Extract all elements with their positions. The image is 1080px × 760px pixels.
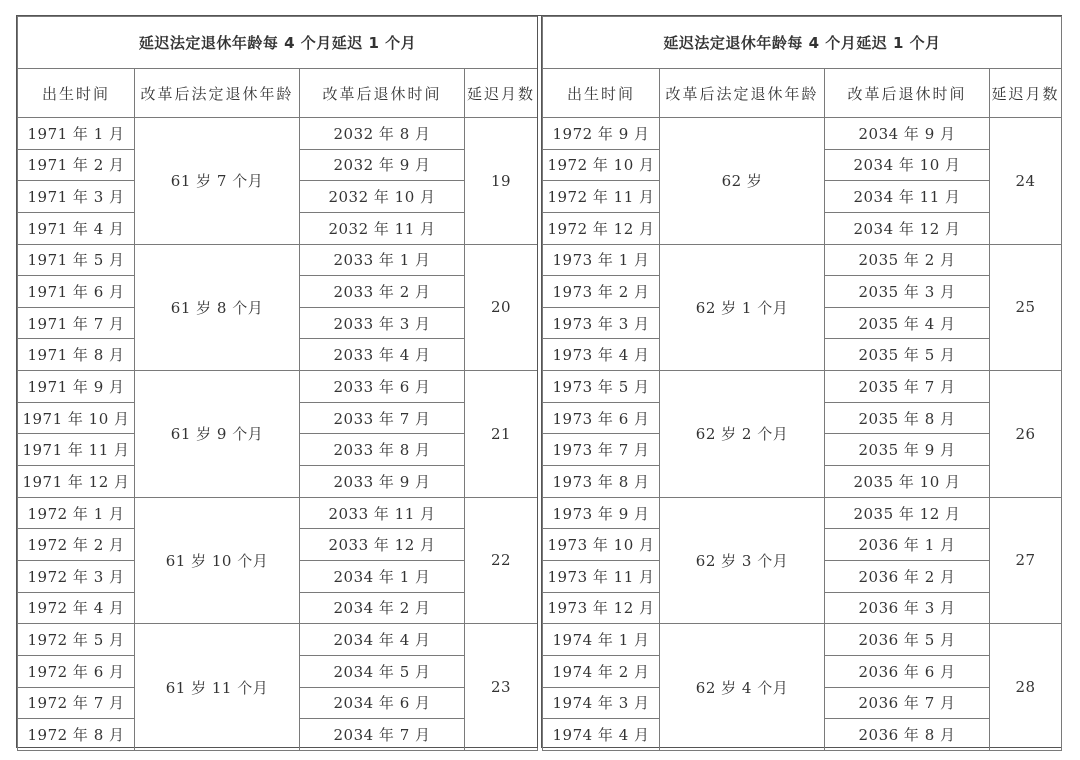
retirement-date-cell: 2033 年 6 月	[300, 371, 465, 403]
retirement-date-cell: 2033 年 7 月	[300, 402, 465, 434]
birth-date-cell: 1973 年 1 月	[543, 244, 660, 276]
retirement-age-cell: 61 岁 11 个月	[135, 624, 300, 751]
retirement-date-cell: 2032 年 11 月	[300, 212, 465, 244]
birth-date-cell: 1972 年 4 月	[18, 592, 135, 624]
birth-date-cell: 1971 年 8 月	[18, 339, 135, 371]
retirement-date-cell: 2034 年 2 月	[300, 592, 465, 624]
birth-date-cell: 1973 年 11 月	[543, 560, 660, 592]
retirement-table-left	[17, 16, 537, 748]
retirement-date-cell: 2034 年 4 月	[300, 624, 465, 656]
birth-date-cell: 1974 年 1 月	[543, 624, 660, 656]
delay-months-cell: 23	[465, 624, 538, 751]
retirement-date-cell: 2035 年 9 月	[825, 434, 990, 466]
birth-date-cell: 1972 年 6 月	[18, 655, 135, 687]
retirement-age-cell: 62 岁 3 个月	[660, 497, 825, 624]
retirement-date-cell: 2032 年 9 月	[300, 149, 465, 181]
birth-date-cell: 1971 年 12 月	[18, 466, 135, 498]
birth-date-cell: 1971 年 6 月	[18, 276, 135, 308]
retirement-date-cell: 2034 年 11 月	[825, 181, 990, 213]
birth-date-cell: 1974 年 4 月	[543, 719, 660, 751]
retirement-date-cell: 2035 年 5 月	[825, 339, 990, 371]
retirement-date-cell: 2036 年 6 月	[825, 655, 990, 687]
retirement-date-cell: 2035 年 10 月	[825, 466, 990, 498]
table-title: 延迟法定退休年龄每 4 个月延迟 1 个月	[543, 17, 1062, 69]
birth-date-cell: 1971 年 1 月	[18, 118, 135, 150]
table-row	[543, 244, 1062, 276]
retirement-date-cell: 2036 年 5 月	[825, 624, 990, 656]
retirement-date-cell: 2033 年 12 月	[300, 529, 465, 561]
delay-months-cell: 26	[990, 371, 1062, 498]
retirement-date-cell: 2036 年 2 月	[825, 560, 990, 592]
retirement-date-cell: 2035 年 7 月	[825, 371, 990, 403]
retirement-age-cell: 61 岁 7 个月	[135, 118, 300, 245]
birth-date-cell: 1973 年 4 月	[543, 339, 660, 371]
header-retirement-date: 改革后退休时间	[300, 69, 465, 118]
retirement-date-cell: 2035 年 3 月	[825, 276, 990, 308]
birth-date-cell: 1972 年 11 月	[543, 181, 660, 213]
birth-date-cell: 1973 年 7 月	[543, 434, 660, 466]
birth-date-cell: 1973 年 10 月	[543, 529, 660, 561]
retirement-date-cell: 2034 年 6 月	[300, 687, 465, 719]
retirement-date-cell: 2036 年 3 月	[825, 592, 990, 624]
retirement-date-cell: 2033 年 9 月	[300, 466, 465, 498]
delay-months-cell: 27	[990, 497, 1062, 624]
retirement-age-cell: 61 岁 10 个月	[135, 497, 300, 624]
birth-date-cell: 1974 年 2 月	[543, 655, 660, 687]
table-body	[18, 118, 538, 751]
retirement-age-cell: 62 岁	[660, 118, 825, 245]
table-row	[18, 371, 538, 403]
birth-date-cell: 1971 年 10 月	[18, 402, 135, 434]
birth-date-cell: 1973 年 8 月	[543, 466, 660, 498]
birth-date-cell: 1973 年 12 月	[543, 592, 660, 624]
birth-date-cell: 1972 年 7 月	[18, 687, 135, 719]
birth-date-cell: 1972 年 2 月	[18, 529, 135, 561]
retirement-date-cell: 2033 年 3 月	[300, 307, 465, 339]
table-row	[18, 624, 538, 656]
birth-date-cell: 1971 年 7 月	[18, 307, 135, 339]
header-retirement-date: 改革后退休时间	[825, 69, 990, 118]
retirement-date-cell: 2036 年 8 月	[825, 719, 990, 751]
birth-date-cell: 1973 年 6 月	[543, 402, 660, 434]
delay-months-cell: 28	[990, 624, 1062, 751]
delay-months-cell: 21	[465, 371, 538, 498]
birth-date-cell: 1971 年 5 月	[18, 244, 135, 276]
retirement-date-cell: 2033 年 11 月	[300, 497, 465, 529]
table-row	[543, 371, 1062, 403]
birth-date-cell: 1973 年 2 月	[543, 276, 660, 308]
retirement-table	[17, 16, 538, 751]
table-row	[18, 244, 538, 276]
header-birth-date: 出生时间	[18, 69, 135, 118]
retirement-date-cell: 2035 年 8 月	[825, 402, 990, 434]
table-row	[543, 624, 1062, 656]
header-retirement-age: 改革后法定退休年龄	[135, 69, 300, 118]
retirement-date-cell: 2033 年 2 月	[300, 276, 465, 308]
birth-date-cell: 1972 年 10 月	[543, 149, 660, 181]
retirement-table-right	[542, 16, 1061, 748]
retirement-date-cell: 2032 年 8 月	[300, 118, 465, 150]
retirement-date-cell: 2032 年 10 月	[300, 181, 465, 213]
delay-months-cell: 19	[465, 118, 538, 245]
retirement-date-cell: 2035 年 12 月	[825, 497, 990, 529]
birth-date-cell: 1972 年 3 月	[18, 560, 135, 592]
birth-date-cell: 1971 年 4 月	[18, 212, 135, 244]
birth-date-cell: 1971 年 9 月	[18, 371, 135, 403]
retirement-age-cell: 61 岁 9 个月	[135, 371, 300, 498]
retirement-date-cell: 2036 年 7 月	[825, 687, 990, 719]
table-title: 延迟法定退休年龄每 4 个月延迟 1 个月	[18, 17, 538, 69]
birth-date-cell: 1972 年 9 月	[543, 118, 660, 150]
retirement-date-cell: 2036 年 1 月	[825, 529, 990, 561]
birth-date-cell: 1974 年 3 月	[543, 687, 660, 719]
birth-date-cell: 1971 年 3 月	[18, 181, 135, 213]
birth-date-cell: 1973 年 5 月	[543, 371, 660, 403]
retirement-date-cell: 2033 年 8 月	[300, 434, 465, 466]
retirement-date-cell: 2035 年 4 月	[825, 307, 990, 339]
retirement-table	[542, 16, 1062, 751]
retirement-date-cell: 2034 年 9 月	[825, 118, 990, 150]
retirement-date-cell: 2034 年 1 月	[300, 560, 465, 592]
retirement-age-cell: 62 岁 2 个月	[660, 371, 825, 498]
header-birth-date: 出生时间	[543, 69, 660, 118]
table-row	[543, 118, 1062, 150]
birth-date-cell: 1972 年 5 月	[18, 624, 135, 656]
birth-date-cell: 1973 年 9 月	[543, 497, 660, 529]
retirement-date-cell: 2034 年 7 月	[300, 719, 465, 751]
retirement-age-cell: 61 岁 8 个月	[135, 244, 300, 371]
retirement-date-cell: 2033 年 4 月	[300, 339, 465, 371]
birth-date-cell: 1971 年 2 月	[18, 149, 135, 181]
retirement-date-cell: 2033 年 1 月	[300, 244, 465, 276]
delay-months-cell: 25	[990, 244, 1062, 371]
table-row	[543, 497, 1062, 529]
birth-date-cell: 1972 年 12 月	[543, 212, 660, 244]
delay-months-cell: 22	[465, 497, 538, 624]
retirement-date-cell: 2034 年 10 月	[825, 149, 990, 181]
retirement-date-cell: 2034 年 5 月	[300, 655, 465, 687]
retirement-date-cell: 2035 年 2 月	[825, 244, 990, 276]
retirement-age-cell: 62 岁 1 个月	[660, 244, 825, 371]
table-body	[543, 118, 1062, 751]
birth-date-cell: 1971 年 11 月	[18, 434, 135, 466]
birth-date-cell: 1973 年 3 月	[543, 307, 660, 339]
table-row	[18, 497, 538, 529]
retirement-age-cell: 62 岁 4 个月	[660, 624, 825, 751]
retirement-date-cell: 2034 年 12 月	[825, 212, 990, 244]
delay-months-cell: 24	[990, 118, 1062, 245]
header-delay-months: 延迟月数	[990, 69, 1062, 118]
delay-months-cell: 20	[465, 244, 538, 371]
header-delay-months: 延迟月数	[465, 69, 538, 118]
birth-date-cell: 1972 年 1 月	[18, 497, 135, 529]
header-retirement-age: 改革后法定退休年龄	[660, 69, 825, 118]
birth-date-cell: 1972 年 8 月	[18, 719, 135, 751]
table-row	[18, 118, 538, 150]
